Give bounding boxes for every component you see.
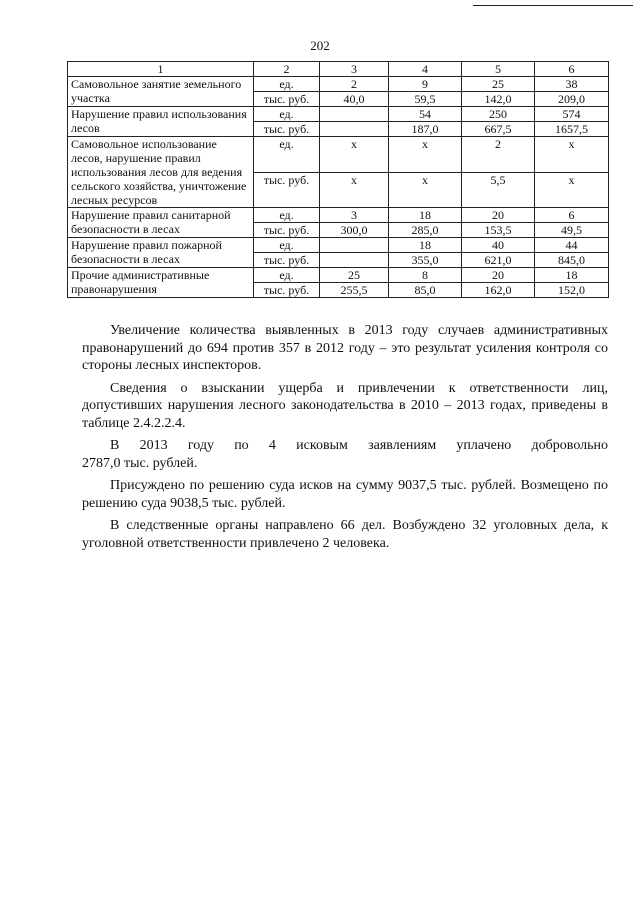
value-cell: 38	[535, 77, 609, 92]
paragraph: Присуждено по решению суда исков на сумму 9037,5 тыс. рублей. Возмещено по решению суда 9038,5 тыс. рублей.	[82, 478, 608, 511]
unit-cell: ед.	[254, 77, 320, 92]
body-text	[82, 322, 608, 557]
value-cell: 1657,5	[535, 122, 609, 137]
unit-cell: тыс. руб.	[254, 223, 320, 238]
value-cell: 40	[462, 238, 535, 253]
header-cell: 3	[320, 62, 389, 77]
violation-type-cell: Нарушение правил использования лесов	[68, 107, 254, 137]
value-cell: 621,0	[462, 253, 535, 268]
table-row	[68, 137, 609, 173]
value-cell: 187,0	[389, 122, 462, 137]
unit-cell: ед.	[254, 268, 320, 283]
violation-type-cell: Прочие административные правонарушения	[68, 268, 254, 298]
value-cell: 9	[389, 77, 462, 92]
value-cell: 2	[462, 137, 535, 173]
header-cell: 4	[389, 62, 462, 77]
value-cell	[320, 253, 389, 268]
table-row	[68, 208, 609, 223]
unit-cell: ед.	[254, 238, 320, 253]
value-cell: 574	[535, 107, 609, 122]
value-cell: 20	[462, 208, 535, 223]
value-cell: х	[320, 172, 389, 208]
value-cell: 285,0	[389, 223, 462, 238]
value-cell	[320, 238, 389, 253]
value-cell: 44	[535, 238, 609, 253]
value-cell: 153,5	[462, 223, 535, 238]
unit-cell: тыс. руб.	[254, 283, 320, 298]
page-number: 202	[310, 38, 330, 53]
value-cell: 25	[462, 77, 535, 92]
value-cell: 18	[535, 268, 609, 283]
value-cell: 6	[535, 208, 609, 223]
value-cell: 85,0	[389, 283, 462, 298]
value-cell: 300,0	[320, 223, 389, 238]
top-rule	[473, 5, 633, 6]
table-row	[68, 107, 609, 122]
value-cell: 255,5	[320, 283, 389, 298]
value-cell: 152,0	[535, 283, 609, 298]
violation-type-cell: Нарушение правил пожарной безопасности в лесах	[68, 238, 254, 268]
table-row	[68, 238, 609, 253]
value-cell: 209,0	[535, 92, 609, 107]
value-cell: 142,0	[462, 92, 535, 107]
value-cell: 18	[389, 208, 462, 223]
unit-cell: ед.	[254, 107, 320, 122]
unit-cell: тыс. руб.	[254, 122, 320, 137]
header-cell: 5	[462, 62, 535, 77]
value-cell: х	[389, 172, 462, 208]
value-cell	[320, 122, 389, 137]
unit-cell: тыс. руб.	[254, 253, 320, 268]
header-cell: 6	[535, 62, 609, 77]
violations-table	[67, 61, 609, 298]
value-cell: 845,0	[535, 253, 609, 268]
header-cell: 2	[254, 62, 320, 77]
value-cell: 3	[320, 208, 389, 223]
paragraph: Сведения о взыскании ущерба и привлечении к ответственности лиц, допустивших нарушения лесного законодательства в 2010 – 2013 годах, приведены в таблице 2.4.2.2.4.	[82, 380, 608, 431]
value-cell: 49,5	[535, 223, 609, 238]
value-cell: 59,5	[389, 92, 462, 107]
value-cell: 54	[389, 107, 462, 122]
value-cell: х	[320, 137, 389, 173]
value-cell: х	[535, 172, 609, 208]
value-cell: 250	[462, 107, 535, 122]
table-row	[68, 77, 609, 92]
value-cell: 162,0	[462, 283, 535, 298]
unit-cell: тыс. руб.	[254, 172, 320, 208]
unit-cell: тыс. руб.	[254, 92, 320, 107]
header-row	[68, 62, 609, 77]
value-cell: 355,0	[389, 253, 462, 268]
value-cell: 40,0	[320, 92, 389, 107]
value-cell: х	[389, 137, 462, 173]
value-cell: 18	[389, 238, 462, 253]
value-cell: х	[535, 137, 609, 173]
table-row	[68, 268, 609, 283]
value-cell: 667,5	[462, 122, 535, 137]
value-cell: 5,5	[462, 172, 535, 208]
unit-cell: ед.	[254, 208, 320, 223]
value-cell: 25	[320, 268, 389, 283]
violation-type-cell: Нарушение правил санитарной безопасности в лесах	[68, 208, 254, 238]
violation-type-cell: Самовольное использование лесов, нарушение правил использования лесов для ведения сельского хозяйства, уничтожение лесных ресурсов	[68, 137, 254, 208]
value-cell	[320, 107, 389, 122]
paragraph: В следственные органы направлено 66 дел. Возбуждено 32 уголовных дела, к уголовной ответственности привлечено 2 человека.	[82, 518, 608, 551]
paragraph-continuation: 2787,0 тыс. рублей.	[82, 455, 198, 471]
value-cell: 2	[320, 77, 389, 92]
violation-type-cell: Самовольное занятие земельного участка	[68, 77, 254, 107]
paragraph: В 2013 году по 4 исковым заявлениям уплачено добровольно	[110, 438, 608, 453]
value-cell: 20	[462, 268, 535, 283]
header-cell: 1	[68, 62, 254, 77]
value-cell: 8	[389, 268, 462, 283]
unit-cell: ед.	[254, 137, 320, 173]
paragraph: Увеличение количества выявленных в 2013 году случаев административных правонарушений до 694 против 357 в 2012 году – это результат усиления контроля со стороны лесных инспекторов.	[82, 323, 608, 373]
